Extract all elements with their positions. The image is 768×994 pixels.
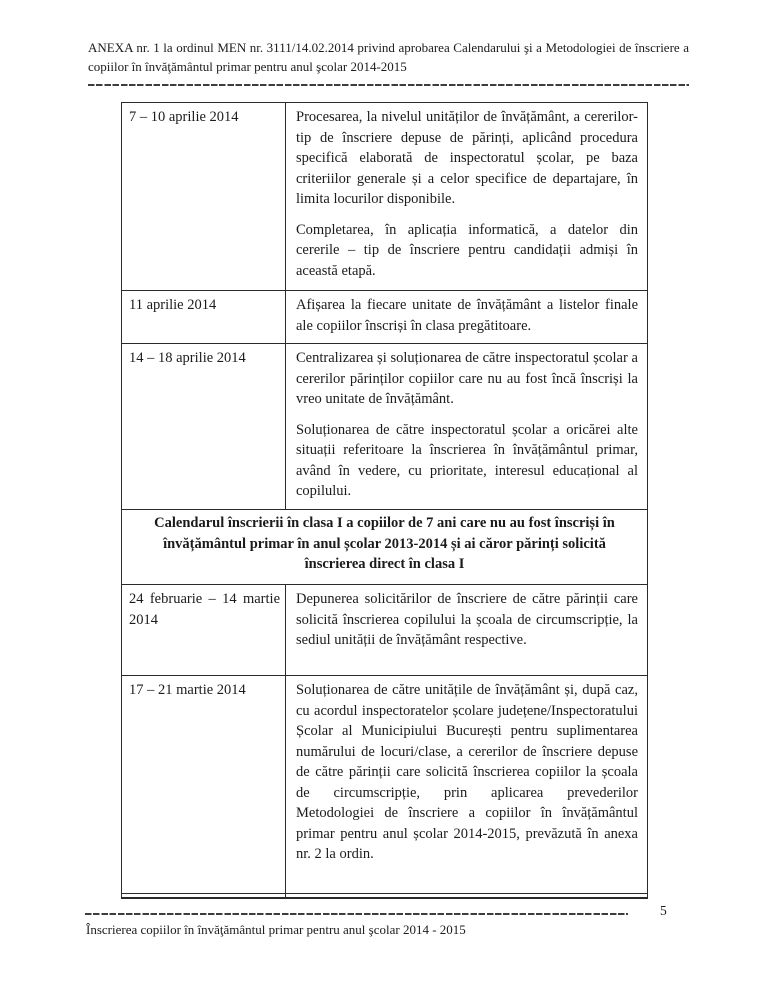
header-divider xyxy=(88,84,689,86)
footer-title: Înscrierea copiilor în învăţământul primar pentru anul şcolar 2014 - 2015 xyxy=(86,922,466,937)
date-cell xyxy=(122,291,286,344)
activity-cell xyxy=(286,676,648,894)
calendar-table xyxy=(121,102,648,899)
activity-cell xyxy=(286,585,648,676)
calendar-table-container xyxy=(121,102,648,899)
table-row xyxy=(122,291,648,344)
activity-paragraph: Soluționarea de către unitățile de învățământ și, după caz, cu acordul inspectoratelor școlare județene/Inspectoratului Școlar al Municipiului București pentru suplimentarea numărului de locuri/clase, a cererilor de înscriere depuse de către părinții care solicită înscrierea copiilor la școala de circumscripție, prin aplicarea prevederilor Metodologiei de înscriere a copiilor în învățământul primar pentru anul școlar 2014-2015, prevăzută în anexa nr. 2 la ordin. xyxy=(296,682,638,862)
date-cell xyxy=(122,103,286,291)
date-cell xyxy=(122,894,286,900)
activity-cell xyxy=(286,291,648,344)
clipped-activity-text xyxy=(296,898,638,899)
table-row xyxy=(122,344,648,510)
activity-paragraph: Soluționarea de către inspectoratul școlar a oricărei alte situații referitoare la înscrierea în învățământul primar, având în vedere, cu prioritate, interesul educațional al copilului. xyxy=(296,421,638,499)
date-text: 7 – 10 aprilie 2014 xyxy=(129,109,239,125)
table-row xyxy=(122,676,648,894)
date-cell xyxy=(122,344,286,510)
date-text xyxy=(129,898,280,899)
activity-paragraph: Depunerea solicitărilor de înscriere de către părinții care solicită înscrierea copilului la școala de circumscripție, la sediul unității de învățământ respective. xyxy=(296,591,638,648)
date-text: 11 aprilie 2014 xyxy=(129,297,217,313)
activity-cell xyxy=(286,344,648,510)
date-text: 24 februarie – 14 martie 2014 xyxy=(129,591,280,628)
activity-paragraph: Completarea, în aplicația informatică, a datelor din cererile – tip de înscriere pentru candidații admiși în această etapă. xyxy=(296,221,638,279)
activity-paragraph: Procesarea, la nivelul unităților de învățământ, a cererilor-tip de înscriere depuse de părinți, aplicând procedura specifică elaborată de inspectoratul școlar, pe baza criteriilor generale și a celor specifice de departajare, în limita locurilor disponibile. xyxy=(296,109,638,207)
date-text: 17 – 21 martie 2014 xyxy=(129,682,246,698)
header-title: ANEXA nr. 1 la ordinul MEN nr. 3111/14.02.2014 privind aprobarea Calendarului şi a Metodologiei de înscriere a copiilor în învăţământul primar pentru anul şcolar 2014-2015 xyxy=(88,40,689,74)
activity-paragraph: Centralizarea și soluționarea de către inspectoratul școlar a cererilor părinților copiilor care nu au fost încă înscriși la vreo unitate de învățământ. xyxy=(296,350,638,407)
date-cell xyxy=(122,676,286,894)
table-row xyxy=(122,894,648,900)
page-number: 5 xyxy=(660,903,667,918)
page-header xyxy=(88,38,689,86)
date-cell xyxy=(122,585,286,676)
date-text: 14 – 18 aprilie 2014 xyxy=(129,350,246,366)
activity-cell xyxy=(286,103,648,291)
table-row xyxy=(122,585,648,676)
footer-divider xyxy=(85,913,628,915)
table-row xyxy=(122,103,648,291)
section-header-text: Calendarul înscrierii în clasa I a copiilor de 7 ani care nu au fost înscriși în învățământul primar în anul școlar 2013-2014 și ai căror părinți solicită înscrierea direct în clasa I xyxy=(122,510,648,585)
activity-cell xyxy=(286,894,648,900)
activity-paragraph xyxy=(296,898,638,899)
section-header-row xyxy=(122,510,648,585)
activity-paragraph: Afișarea la fiecare unitate de învățământ a listelor finale ale copiilor înscriși în clasa pregătitoare. xyxy=(296,297,638,334)
